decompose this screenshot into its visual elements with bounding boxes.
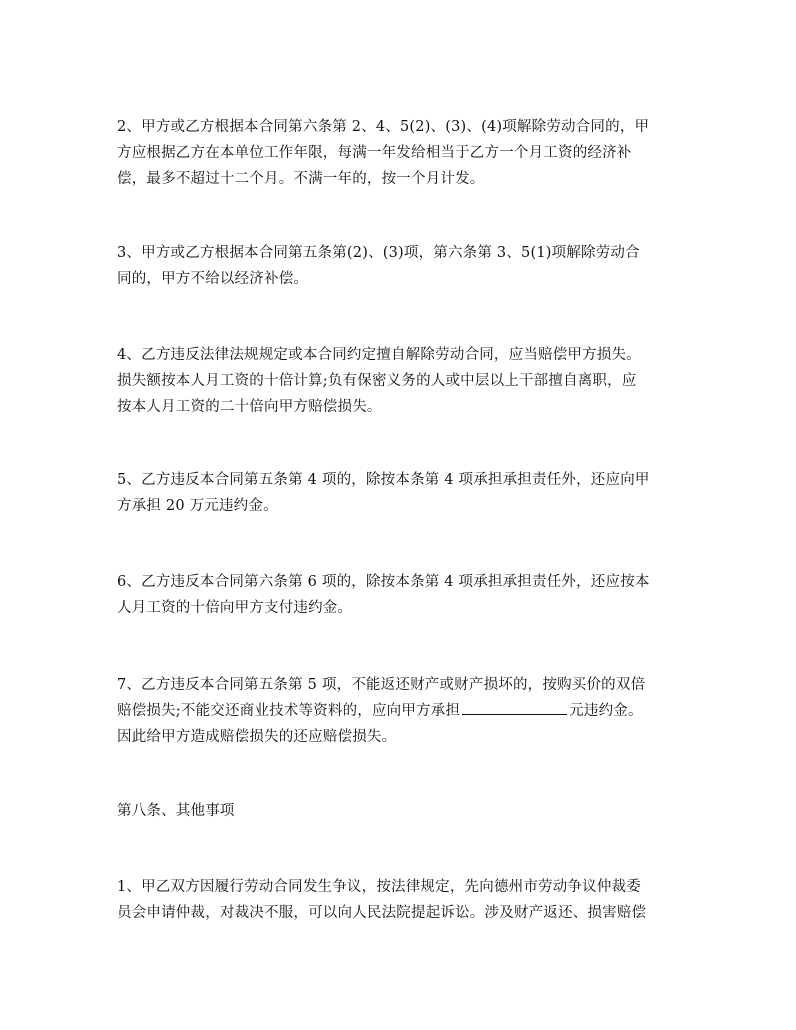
clause-line: 损失额按本人月工资的十倍计算;负有保密义务的人或中层以上干部擅自离职，应 bbox=[117, 373, 637, 389]
clause-line: 方应根据乙方在本单位工作年限，每满一年发给相当于乙方一个月工资的经济补 bbox=[117, 145, 632, 161]
clause-line: 按本人月工资的二十倍向甲方赔偿损失。 bbox=[117, 399, 382, 415]
clause-line: 3、甲方或乙方根据本合同第五条第(2)、(3)项，第六条第 3、5(1)项解除劳动合 bbox=[117, 245, 640, 261]
clause-line: 员会申请仲裁，对裁决不服，可以向人民法院提起诉讼。涉及财产返还、损害赔偿 bbox=[117, 905, 647, 921]
clause-line: 1、甲乙双方因履行劳动合同发生争议，按法律规定，先向德州市劳动争议仲裁委 bbox=[117, 879, 641, 895]
clause-7 bbox=[117, 672, 689, 750]
clause-line: 2、甲方或乙方根据本合同第六条第 2、4、5(2)、(3)、(4)项解除劳动合同的，甲 bbox=[117, 119, 650, 135]
section-clause-1 bbox=[117, 874, 689, 926]
clause-text: 元违约金。 bbox=[569, 703, 643, 719]
clause-line: 同的，甲方不给以经济补偿。 bbox=[117, 271, 309, 287]
clause-line: 6、乙方违反本合同第六条第 6 项的，除按本条第 4 项承担承担责任外，还应按本 bbox=[117, 574, 650, 590]
section-heading bbox=[117, 798, 689, 824]
clause-line: 偿，最多不超过十二个月。不满一年的，按一个月计发。 bbox=[117, 171, 485, 187]
clause-3 bbox=[117, 240, 689, 292]
clause-4 bbox=[117, 342, 689, 420]
clause-line-with-blank bbox=[117, 698, 689, 724]
clause-line: 7、乙方违反本合同第五条第 5 项，不能返还财产或财产损坏的，按购买价的双倍 bbox=[117, 677, 646, 693]
fill-in-blank[interactable] bbox=[462, 700, 567, 715]
clause-line: 因此给甲方造成赔偿损失的还应赔偿损失。 bbox=[117, 729, 397, 745]
clause-line: 4、乙方违反法律法规规定或本合同约定擅自解除劳动合同，应当赔偿甲方损失。 bbox=[117, 347, 641, 363]
clause-5 bbox=[117, 467, 689, 519]
clause-line: 方承担 20 万元违约金。 bbox=[117, 498, 278, 514]
section-title: 第八条、其他事项 bbox=[117, 803, 235, 819]
clause-text: 赔偿损失;不能交还商业技术等资料的，应向甲方承担 bbox=[117, 703, 461, 719]
clause-6 bbox=[117, 569, 689, 621]
clause-2 bbox=[117, 114, 689, 192]
clause-line: 5、乙方违反本合同第五条第 4 项的，除按本条第 4 项承担承担责任外，还应向甲 bbox=[117, 472, 650, 488]
clause-line: 人月工资的十倍向甲方支付违约金。 bbox=[117, 600, 353, 616]
